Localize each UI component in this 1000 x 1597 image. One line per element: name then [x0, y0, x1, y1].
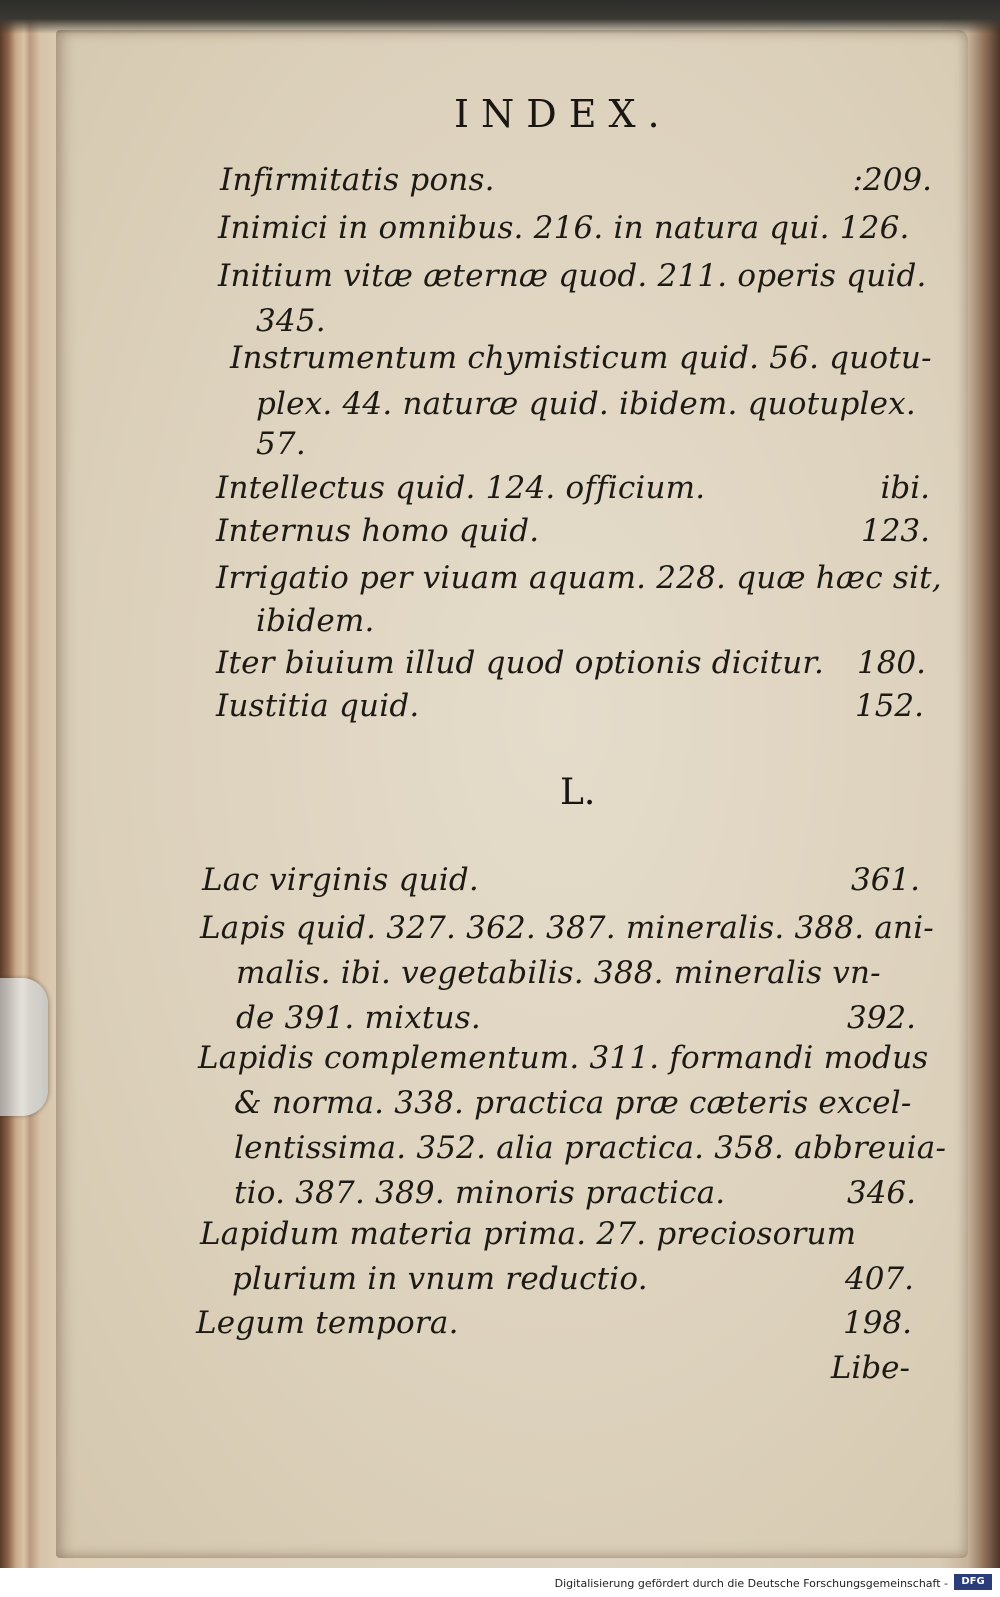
- index-entry-continuation: tio. 387. 389. minoris practica.: [234, 1175, 726, 1211]
- page-ref: 407.: [844, 1261, 914, 1297]
- index-entry: Intellectus quid. 124. officium.: [216, 470, 706, 506]
- catchword: Libe-: [830, 1350, 910, 1386]
- index-entry: Legum tempora.: [196, 1305, 459, 1341]
- page-ref: ibi.: [880, 470, 930, 506]
- scan-top-edge: [0, 0, 1000, 34]
- index-entry: Iter biuium illud quod optionis dicitur.: [216, 645, 825, 681]
- funding-credit: Digitalisierung gefördert durch die Deutsche Forschungsgemeinschaft -: [554, 1577, 948, 1590]
- index-entry: Iustitia quid.: [216, 688, 420, 724]
- index-entry: Lac virginis quid.: [202, 862, 479, 898]
- index-entry: Irrigatio per viuam aquam. 228. quæ hæc sit,: [216, 560, 942, 596]
- index-entry-continuation: 57.: [256, 426, 306, 462]
- index-entry-continuation: de 391. mixtus.: [236, 1000, 481, 1036]
- page-ref: 392.: [846, 1000, 916, 1036]
- page-clip: [0, 978, 48, 1116]
- page-ref: 198.: [842, 1305, 912, 1341]
- page-ref: 346.: [846, 1175, 916, 1211]
- index-entry: Lapis quid. 327. 362. 387. mineralis. 388. ani-: [200, 910, 934, 946]
- index-entry-continuation: lentissima. 352. alia practica. 358. abbreuia-: [234, 1130, 947, 1166]
- index-entry: Instrumentum chymisticum quid. 56. quotu-: [230, 340, 932, 376]
- index-entry: Inimici in omnibus. 216. in natura qui. 126.: [218, 210, 910, 246]
- index-entry: Internus homo quid.: [216, 513, 540, 549]
- page-header: INDEX.: [454, 92, 672, 136]
- index-entry-continuation: 345.: [256, 303, 326, 339]
- index-entry: Infirmitatis pons.: [220, 162, 495, 198]
- page-ref: 361.: [850, 862, 920, 898]
- index-entry: Initium vitæ æternæ quod. 211. operis quid.: [218, 258, 927, 294]
- dfg-logo[interactable]: DFG: [954, 1574, 992, 1590]
- footer-bar: [0, 1570, 1000, 1597]
- section-letter: L.: [560, 772, 596, 813]
- index-entry-continuation: malis. ibi. vegetabilis. 388. mineralis vn-: [236, 955, 881, 991]
- page-ref: 152.: [854, 688, 924, 724]
- page-ref: :209.: [852, 162, 932, 198]
- index-entry: Lapidum materia prima. 27. preciosorum: [200, 1216, 857, 1252]
- index-entry-continuation: plex. 44. naturæ quid. ibidem. quotuplex.: [256, 386, 916, 422]
- index-entry-continuation: & norma. 338. practica præ cæteris excel-: [234, 1085, 912, 1121]
- index-entry-continuation: plurium in vnum reductio.: [232, 1261, 648, 1297]
- page-ref: 123.: [860, 513, 930, 549]
- index-entry-continuation: ibidem.: [256, 603, 375, 639]
- page-ref: 180.: [856, 645, 926, 681]
- index-entry: Lapidis complementum. 311. formandi modus: [198, 1040, 929, 1076]
